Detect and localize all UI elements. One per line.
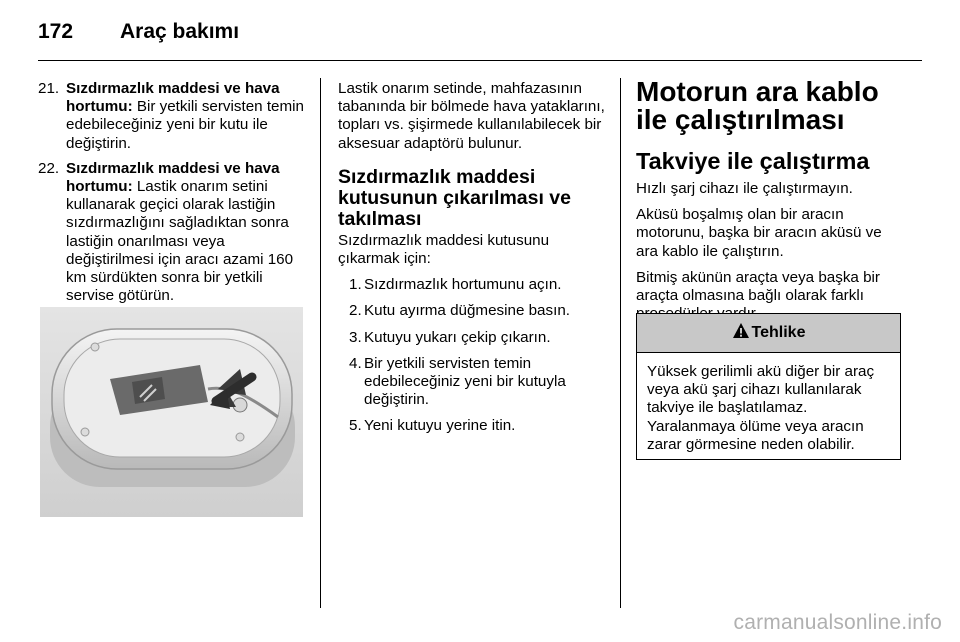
warning-triangle-icon	[732, 322, 752, 344]
step-text: Bir yetkili servisten temin edebileceğiniz yeni bir kutuyla değiştirin.	[364, 354, 566, 409]
list-item	[38, 80, 304, 153]
list-item	[338, 417, 606, 435]
step-text: Kutu ayırma düğmesine basın.	[364, 302, 570, 320]
step-text: Kutuyu yukarı çekip çıkarın.	[364, 328, 551, 346]
danger-box	[636, 313, 901, 460]
step-number: 1.	[349, 276, 362, 294]
item-text: Lastik onarım setini kullanarak geçici olarak lastiğin sızdırmazlığını sağladıktan sonra lastiğin onarılması veya değiştirilmesi için aracı azami 160 km sürdükten sonra bir yetkili servise götürün.	[66, 178, 294, 305]
watermark: carmanualsonline.info	[733, 611, 942, 634]
danger-header	[637, 314, 900, 353]
chapter-title: Araç bakımı	[120, 20, 240, 43]
list-item	[338, 302, 606, 320]
step-number: 4.	[349, 354, 362, 372]
list-item	[38, 160, 304, 306]
page-number: 172	[38, 20, 74, 43]
item-number: 21.	[38, 80, 60, 97]
item-number: 22.	[38, 159, 60, 177]
list-item	[338, 355, 606, 410]
list-item	[338, 329, 606, 347]
step-text: Sızdırmazlık hortumunu açın.	[364, 276, 562, 294]
sealant-kit-photo	[40, 307, 303, 517]
header-divider	[38, 60, 922, 61]
steps-list	[338, 276, 606, 435]
lead-paragraph: Sızdırmazlık maddesi kutusunu çıkarmak için:	[338, 231, 550, 268]
column-3	[636, 76, 904, 331]
page-header	[38, 18, 922, 62]
column-2	[338, 80, 606, 444]
paragraph: Aküsü boşalmış olan bir aracın motorunu, başka bir aracın aküsü ve ara kablo ile çalıştırın.	[636, 206, 882, 260]
item-term: Sızdırmazlık maddesi ve hava hortumu:	[66, 80, 280, 116]
step-number: 3.	[349, 328, 362, 346]
intro-paragraph: Lastik onarım setinde, mahfazasının tabanında bir bölmede hava yataklarını, topları vs. şişirmede kullanılabilecek bir aksesuar adaptörü bulunur.	[338, 80, 605, 152]
list-item	[338, 276, 606, 294]
column-divider-1	[320, 78, 321, 608]
section-heading: Sızdırmazlık maddesi kutusunun çıkarılması ve takılması	[338, 165, 572, 230]
paragraph: Hızlı şarj cihazı ile çalıştırmayın.	[636, 180, 853, 197]
step-number: 5.	[349, 417, 362, 435]
step-text: Yeni kutuyu yerine itin.	[364, 417, 516, 435]
main-title: Motorun ara kablo ile çalıştırılması	[636, 76, 879, 135]
danger-text: Yüksek gerilimli akü diğer bir araç veya akü şarj cihazı kullanılarak takviye ile başlatılamaz. Yaralanmaya ölüme veya aracın zarar görmesine neden olabilir.	[647, 363, 875, 453]
column-1	[38, 80, 304, 312]
step-number: 2.	[349, 302, 362, 320]
section-subtitle: Takviye ile çalıştırma	[636, 148, 870, 174]
column-divider-2	[620, 78, 621, 608]
item-text: Bir yetkili servisten temin edebileceğiniz yeni bir kutu ile değiştirin.	[66, 98, 304, 152]
item-term: Sızdırmazlık maddesi ve hava hortumu:	[66, 159, 280, 196]
danger-label: Tehlike	[751, 324, 806, 341]
paragraph: Bitmiş akünün araçta veya başka bir araçta olmasına bağlı olarak farklı	[636, 268, 880, 305]
